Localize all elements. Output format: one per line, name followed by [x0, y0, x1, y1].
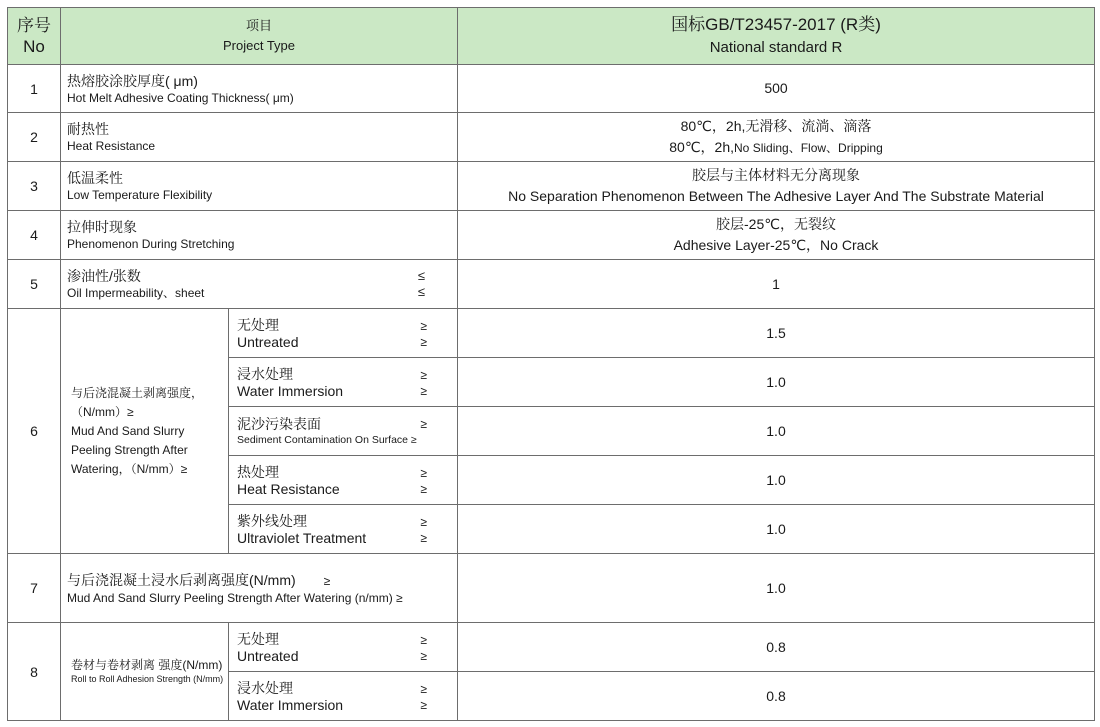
row-item: [61, 162, 458, 211]
value-en-b: No Sliding、Flow、Dripping: [734, 140, 883, 155]
table-row-7: [8, 554, 1095, 623]
header-standard-en: National standard R: [709, 39, 843, 56]
sub-item-cn: 浸水处理: [237, 679, 293, 696]
row-value: [458, 211, 1095, 260]
row-number: 4: [8, 211, 61, 260]
sub-item-cn: 紫外线处理: [237, 512, 307, 529]
row-item: [61, 211, 458, 260]
row-value: 1.0: [458, 554, 1095, 623]
item-cn-text: 与后浇混凝土浸水后剥离强度(N/mm): [67, 571, 296, 588]
sub-item: [229, 309, 458, 358]
table-row-6-1: [8, 309, 1095, 358]
item-en: Phenomenon During Stretching: [67, 237, 235, 251]
ge-symbol: ≥: [420, 531, 427, 545]
ge-symbol: ≥: [420, 649, 427, 663]
ge-symbol: ≥: [420, 682, 427, 696]
header-no-cn: 序号: [17, 16, 51, 35]
item-en: Low Temperature Flexibility: [67, 188, 213, 202]
table-row-8-1: [8, 623, 1095, 672]
value-en: [458, 137, 1094, 159]
value-cn: 胶层与主体材料无分离现象: [692, 167, 860, 183]
sub-item: [229, 407, 458, 456]
row-value: 1.0: [458, 505, 1095, 554]
group-cn: 与后浇混凝土剥离强度，: [71, 385, 204, 400]
group-en-1: Mud And Sand Slurry: [71, 423, 185, 438]
table-row-4: [8, 211, 1095, 260]
row-number: 7: [8, 554, 61, 623]
ge-symbol: ≥: [420, 698, 427, 712]
ge-symbol: ≥: [323, 573, 331, 588]
sub-item-cn: 浸水处理: [237, 365, 293, 382]
row-value: 1.0: [458, 358, 1095, 407]
row-value: 1.0: [458, 407, 1095, 456]
value-en: No Separation Phenomenon Between The Adhesive Layer And The Substrate Material: [508, 188, 1044, 204]
sub-item-en: Heat Resistance: [237, 480, 340, 497]
row-number: 8: [8, 623, 61, 721]
row-value: 0.8: [458, 623, 1095, 672]
sub-item-en: Water Immersion: [237, 696, 344, 713]
ge-symbol: ≥: [420, 466, 427, 480]
group-cn: 卷材与卷材剥离 强度(N/mm): [71, 658, 223, 672]
item-en: Hot Melt Adhesive Coating Thickness( μm): [67, 90, 294, 105]
header-standard-cn: 国标GB/T23457-2017 (R类): [671, 15, 881, 34]
sub-item-en: Untreated: [237, 333, 299, 350]
row-number: 3: [8, 162, 61, 211]
item-en: Heat Resistance: [67, 139, 156, 153]
ge-symbol: ≥: [420, 633, 427, 647]
sub-item: [229, 358, 458, 407]
row-number: 2: [8, 113, 61, 162]
row-value: 1: [458, 260, 1095, 309]
value-en-a: 80℃，2h,: [669, 138, 735, 155]
le-symbol: ≤: [417, 284, 425, 299]
row-value: 1.0: [458, 456, 1095, 505]
value-cn: 80℃，2h,无滑移、流淌、滴落: [680, 117, 872, 134]
row-number: 5: [8, 260, 61, 309]
group-unit: （N/mm）≥: [71, 404, 134, 419]
sub-item-en: Ultraviolet Treatment: [237, 529, 367, 546]
row-value: [458, 162, 1095, 211]
ge-symbol: ≥: [420, 482, 427, 496]
item-cn: 耐热性: [67, 121, 109, 137]
item-cn: 低温柔性: [67, 170, 123, 186]
ge-symbol: ≥: [420, 368, 427, 382]
item-cn: 渗油性/张数: [67, 268, 141, 284]
sub-item: [229, 505, 458, 554]
ge-symbol: ≥: [420, 417, 427, 431]
sub-item-en: Sediment Contamination On Surface ≥: [237, 433, 417, 446]
group-en-2: Peeling Strength After: [71, 442, 188, 457]
ge-symbol: ≥: [420, 335, 427, 349]
table-row-2: [8, 113, 1095, 162]
ge-symbol: ≥: [420, 384, 427, 398]
group-label: [61, 309, 229, 554]
header-item-en: Project Type: [222, 38, 296, 53]
spec-table-container: [7, 7, 1094, 720]
sub-item-cn: 热处理: [237, 463, 279, 480]
item-en: Mud And Sand Slurry Peeling Strength After Watering (n/mm) ≥: [67, 590, 403, 605]
sub-item-cn: 泥沙污染表面: [237, 415, 321, 432]
sub-item-cn: 无处理: [237, 630, 279, 647]
header-no: [8, 8, 61, 65]
row-item: [61, 554, 458, 623]
row-item: [61, 260, 458, 309]
le-symbol: ≤: [417, 268, 425, 283]
table-row-3: [8, 162, 1095, 211]
row-item: [61, 113, 458, 162]
row-value: [458, 113, 1095, 162]
row-item: [61, 65, 458, 113]
row-value: 1.5: [458, 309, 1095, 358]
value-cn: 胶层-25℃，无裂纹: [716, 216, 836, 232]
sub-item: [229, 456, 458, 505]
item-cn: [67, 571, 457, 590]
header-row: [8, 8, 1095, 65]
header-no-en: No: [23, 37, 45, 56]
row-value: 500: [458, 65, 1095, 113]
header-item: [61, 8, 458, 65]
value-en: Adhesive Layer-25℃，No Crack: [673, 237, 879, 253]
sub-item: [229, 672, 458, 721]
row-value: 0.8: [458, 672, 1095, 721]
row-number: 6: [8, 309, 61, 554]
table-row-5: [8, 260, 1095, 309]
sub-item-en: Water Immersion: [237, 382, 344, 399]
item-en: Oil Impermeability、sheet: [67, 286, 205, 300]
group-en-3: Watering，（N/mm）≥: [71, 461, 188, 476]
sub-item: [229, 623, 458, 672]
header-standard: [458, 8, 1095, 65]
group-en: Roll to Roll Adhesion Strength (N/mm): [71, 674, 224, 684]
group-label: [61, 623, 229, 721]
header-item-cn: 项目: [245, 18, 272, 33]
table-row-1: [8, 65, 1095, 113]
ge-symbol: ≥: [420, 515, 427, 529]
sub-item-en: Untreated: [237, 647, 299, 664]
item-cn: 热熔胶涂胶厚度( μm): [67, 72, 198, 89]
ge-symbol: ≥: [420, 319, 427, 333]
sub-item-cn: 无处理: [237, 316, 279, 333]
item-cn: 拉伸时现象: [67, 219, 137, 235]
spec-table: [7, 7, 1095, 721]
row-number: 1: [8, 65, 61, 113]
